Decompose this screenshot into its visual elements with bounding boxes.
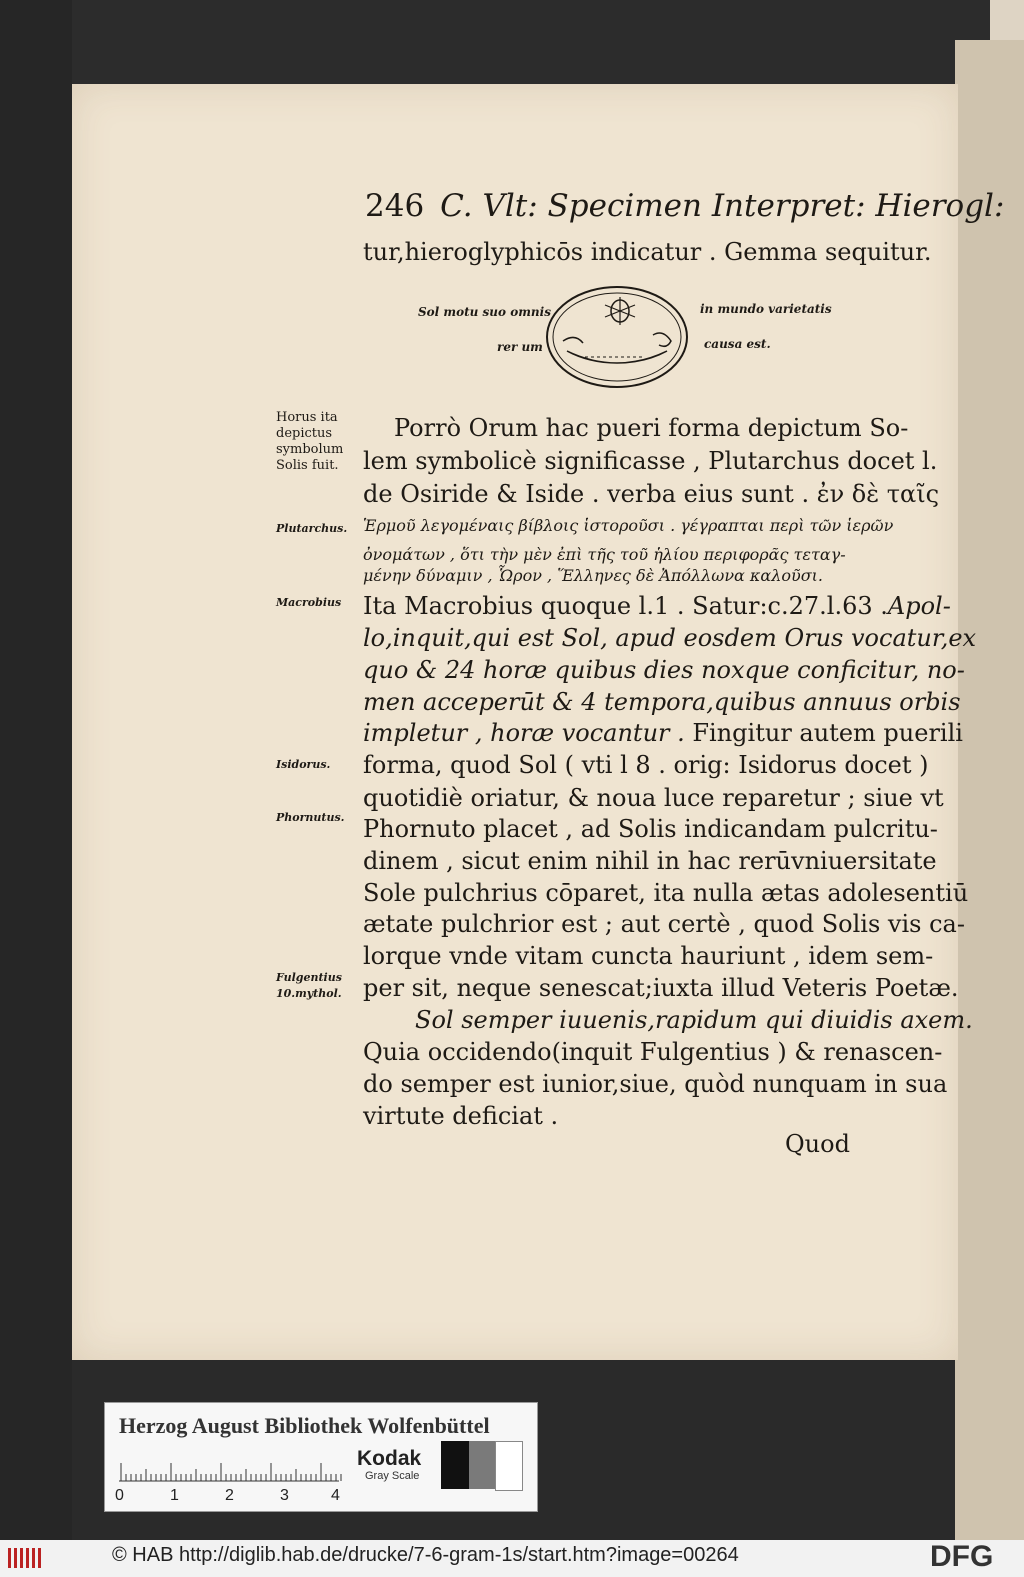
ruler-label: 2 (225, 1487, 234, 1504)
scarab-gem-emblem (545, 285, 690, 390)
marginal-note-horus: Horus ita depictus symbolum Solis fuit. (276, 410, 344, 473)
text-line: Sole pulchrius cōparet, ita nulla ætas adolesentiū (363, 879, 969, 907)
greek-line: μένην δύναμιν , Ὧρον , Ἕλληνες δὲ Ἀπόλλωνα καλοῦσι. (363, 566, 824, 585)
background-top (0, 0, 1024, 84)
text-line: tur,hieroglyphicōs indicatur . Gemma sequitur. (363, 238, 932, 266)
text-line: quo & 24 horæ quibus dies noxque conficitur, no- (363, 656, 965, 684)
page-fore-edge (955, 40, 1024, 1540)
text-line: virtute deficiat . (363, 1102, 559, 1130)
greek-line: Ἑρμοῦ λεγομέναις βίβλοις ἱστοροῦσι . γέγραπται περὶ τῶν ἱερῶν (363, 516, 894, 535)
verse-line: Sol semper iuuenis,rapidum qui diuidis axem. (415, 1006, 973, 1034)
gray-scale-label: Gray Scale (365, 1470, 420, 1482)
ruler-label: 1 (170, 1487, 179, 1504)
text-line: do semper est iunior,siue, quòd nunquam in sua (363, 1070, 948, 1098)
text-line: de Osiride & Iside . verba eius sunt . ἐν δὲ ταῖς (363, 480, 940, 508)
text-line: lo,inquit,qui est Sol, apud eosdem Orus vocatur,ex (363, 624, 977, 652)
text-line: Porrò Orum hac pueri forma depictum So- (394, 414, 909, 442)
text-line: per sit, neque senescat;iuxta illud Veteris Poetæ. (363, 974, 959, 1002)
gray-swatch (441, 1441, 469, 1489)
figure-caption: Sol motu suo omnis (418, 305, 551, 319)
hab-logo-icon (6, 1544, 46, 1572)
text-line: forma, quod Sol ( vti l 8 . orig: Isidorus docet ) (363, 751, 929, 779)
dfg-logo: DFG (930, 1540, 994, 1573)
text-line: ætate pulchrior est ; aut certè , quod Solis vis ca- (363, 910, 965, 938)
marginal-note-fulgentius: Fulgentius 10.mythol. (276, 971, 342, 1000)
catchword: Quod (785, 1130, 850, 1158)
text-line: quotidiè oriatur, & noua luce reparetur ; siue vt (363, 784, 944, 812)
text-line: Quia occidendo(inquit Fulgentius ) & renascen- (363, 1038, 943, 1066)
text-line: dinem , sicut enim nihil in hac rerūvniuersitate (363, 847, 937, 875)
marginal-note-phornutus: Phornutus. (276, 811, 345, 824)
greek-line: ὀνομάτων , ὅτι τὴν μὲν ἐπὶ τῆς τοῦ ἡλίου περιφορᾶς τεταγ- (363, 545, 846, 564)
gray-swatch (495, 1441, 523, 1491)
library-name: Herzog August Bibliothek Wolfenbüttel (119, 1413, 490, 1438)
marginal-note-isidorus: Isidorus. (276, 758, 331, 771)
gray-swatch (469, 1441, 495, 1489)
running-header (365, 188, 1004, 224)
running-title: C. Vlt: Specimen Interpret: Hierogl: (440, 188, 1005, 224)
text-line: men acceperūt & 4 tempora,quibus annuus orbis (363, 688, 961, 716)
ruler-label: 0 (115, 1487, 124, 1504)
text-line: Ita Macrobius quoque l.1 . Satur:c.27.l.63 .Apol- (363, 592, 951, 620)
ruler-label: 3 (280, 1487, 289, 1504)
figure-caption: rer um (497, 340, 543, 354)
color-scale-card (104, 1402, 538, 1512)
ruler-label: 4 (331, 1487, 340, 1504)
text-line: Phornuto placet , ad Solis indicandam pulcritu- (363, 815, 938, 843)
copyright-url[interactable]: © HAB http://diglib.hab.de/drucke/7-6-gram-1s/start.htm?image=00264 (112, 1544, 739, 1566)
text-line: lem symbolicè significasse , Plutarchus docet l. (363, 447, 938, 475)
page-number: 246 (365, 188, 425, 224)
marginal-note-plutarchus: Plutarchus. (276, 522, 348, 535)
text-line: lorque vnde vitam cuncta hauriunt , idem sem- (363, 942, 934, 970)
kodak-logo: Kodak (357, 1447, 422, 1470)
ruler (117, 1449, 342, 1485)
text-line: impletur , horæ vocantur . Fingitur autem puerili (363, 719, 963, 747)
marginal-note-macrobius: Macrobius (276, 596, 342, 609)
background-left (0, 0, 72, 1540)
figure-caption: causa est. (704, 337, 771, 351)
figure-caption: in mundo varietatis (700, 302, 832, 316)
